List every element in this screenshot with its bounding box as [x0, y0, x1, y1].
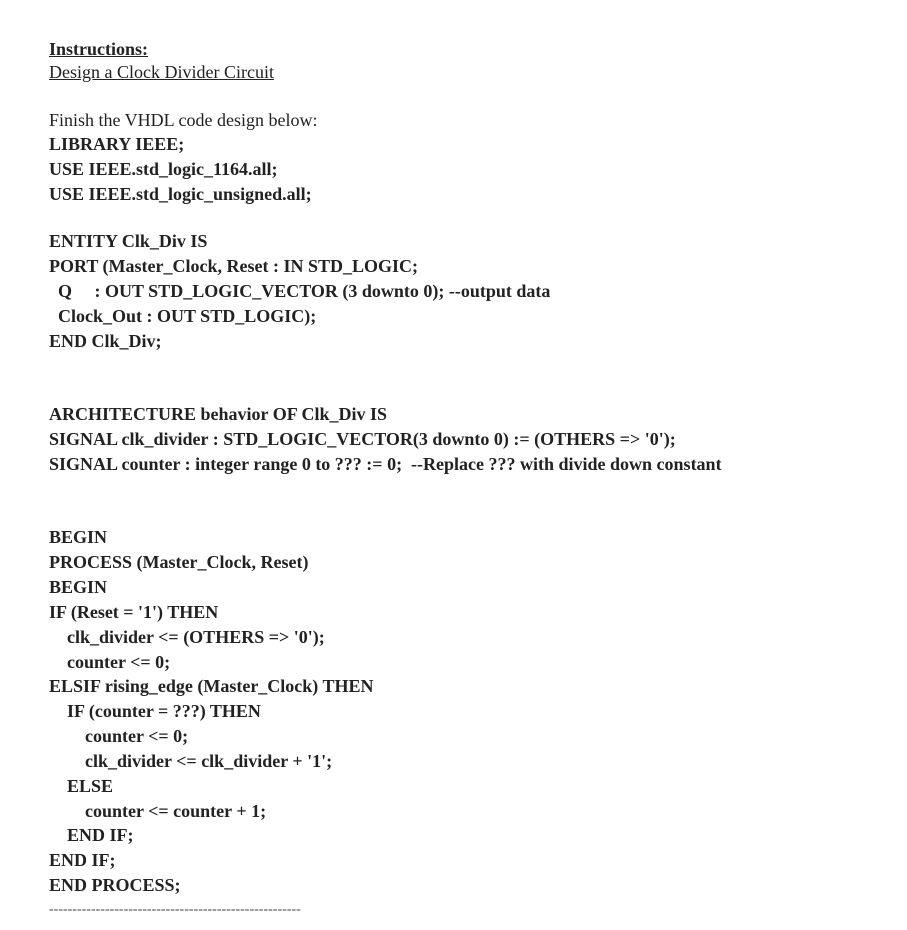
code-line: ELSIF rising_edge (Master_Clock) THEN	[49, 676, 374, 696]
code-line: Clock_Out : OUT STD_LOGIC);	[49, 306, 317, 326]
code-line: END Clk_Div;	[49, 331, 162, 351]
code-line: END PROCESS;	[49, 875, 181, 895]
code-line: USE IEEE.std_logic_1164.all;	[49, 159, 278, 179]
code-line: SIGNAL counter : integer range 0 to ??? := 0; --Replace ??? with divide down constant	[49, 454, 722, 474]
code-line: IF (Reset = '1') THEN	[49, 602, 219, 622]
assignment-title: Design a Clock Divider Circuit	[49, 62, 274, 82]
code-line: END IF;	[49, 825, 134, 845]
code-line: clk_divider <= (OTHERS => '0');	[49, 627, 325, 647]
code-line: Q : OUT STD_LOGIC_VECTOR (3 downto 0); --output data	[49, 281, 551, 301]
instructions-heading: Instructions:	[49, 39, 149, 59]
separator-line: ------------------------------------------------------	[49, 902, 301, 917]
code-line: LIBRARY IEEE;	[49, 134, 185, 154]
code-line: ARCHITECTURE behavior OF Clk_Div IS	[49, 404, 388, 424]
code-line: PROCESS (Master_Clock, Reset)	[49, 552, 309, 572]
code-line: ENTITY Clk_Div IS	[49, 231, 208, 251]
intro-text: Finish the VHDL code design below:	[49, 110, 318, 130]
code-line: IF (counter = ???) THEN	[49, 701, 261, 721]
code-line: BEGIN	[49, 527, 108, 547]
code-line: USE IEEE.std_logic_unsigned.all;	[49, 184, 312, 204]
code-line: counter <= 0;	[49, 652, 171, 672]
code-line: clk_divider <= clk_divider + '1';	[49, 751, 333, 771]
code-line: ELSE	[49, 776, 114, 796]
code-line: counter <= 0;	[49, 726, 189, 746]
code-line: SIGNAL clk_divider : STD_LOGIC_VECTOR(3 downto 0) := (OTHERS => '0');	[49, 429, 676, 449]
code-line: counter <= counter + 1;	[49, 801, 267, 821]
code-line: BEGIN	[49, 577, 108, 597]
code-line: END IF;	[49, 850, 116, 870]
code-line: PORT (Master_Clock, Reset : IN STD_LOGIC;	[49, 256, 418, 276]
